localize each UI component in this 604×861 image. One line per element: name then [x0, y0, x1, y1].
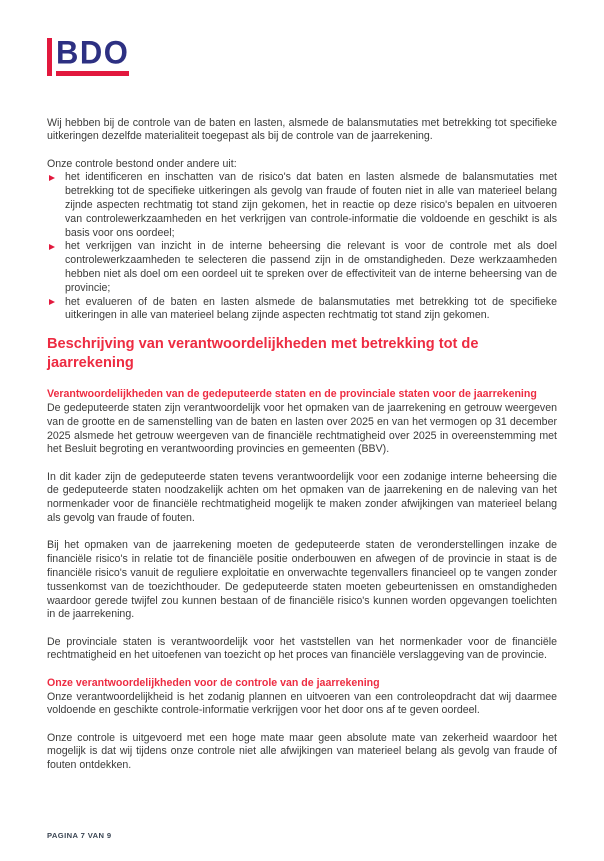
list-item-text: het evalueren of de baten en lasten alsmede de balansmutaties met betrekking tot de specifieke uitkeringen in alle van materieel belang zijnde aspecten rechtmatig tot stand zijn gekomen.: [65, 295, 557, 322]
list-item-text: het identificeren en inschatten van de risico's dat baten en lasten alsmede de balansmutaties met betrekking tot de specifieke uitkeringen als gevolg van fraude of fouten niet in alle van materieel belang zijnde aspecten rechtmatig tot stand zijn gekomen, het in reactie op deze risico's bepalen en uitvoeren van controlewerkzaamheden en het verkrijgen van controle-informatie die voldoende en geschikt is als basis voor ons oordeel;: [65, 171, 557, 239]
arrow-bullet-icon: [49, 299, 55, 305]
paragraph: Bij het opmaken van de jaarrekening moeten de gedeputeerde staten de veronderstellingen inzake de financiële risico's in relatie tot de financiële positie onderbouwen en afwegen of de provincie in staat is de financiële risico's vanuit de reguliere exploitatie en onverwachte tegenvallers financieel op te vangen zonder tussenkomst van de toezichthouder. De gedeputeerde staten moeten gebeurtenissen en omstandigheden waardoor gerede twijfel zou kunnen bestaan of de financiële risico's kunnen worden opgevangen toelichten in de jaarrekening.: [47, 539, 557, 621]
paragraph: De gedeputeerde staten zijn verantwoordelijk voor het opmaken van de jaarrekening en getrouw weergeven van de grootte en de samenstelling van de baten en lasten over 2025 en van het vermogen op 31 december 2025 alsmede het getrouw weergeven van de financiële rechtmatigheid over 2025 in overeenstemming met het Besluit begroting en verantwoording provincies en gemeenten (BBV).: [47, 401, 557, 456]
section-heading: Beschrijving van verantwoordelijkheden met betrekking tot de jaarrekening: [47, 336, 479, 372]
paragraph: Onze verantwoordelijkheid is het zodanig plannen en uitvoeren van een controleopdracht dat wij daarmee voldoende en geschikte controle-informatie verkrijgen voor het door ons af te geven oordeel.: [47, 690, 557, 717]
list-item: [47, 171, 557, 240]
subsection-heading-our-responsibilities: Onze verantwoordelijkheden voor de controle van de jaarrekening: [47, 676, 380, 689]
paragraph: Onze controle is uitgevoerd met een hoge mate maar geen absolute mate van zekerheid waardoor het mogelijk is dat wij tijdens onze controle niet alle afwijkingen van materieel belang als gevolg van fraude of fouten ontdekken.: [47, 731, 557, 772]
page-number-footer: PAGINA 7 VAN 9: [47, 831, 112, 840]
list-item: [47, 296, 557, 324]
paragraph-materiality: Wij hebben bij de controle van de baten en lasten, alsmede de balansmutaties met betrekking tot specifieke uitkeringen dezelfde materialiteit toegepast als bij de controle van de jaarrekening.: [47, 116, 557, 143]
arrow-bullet-icon: [49, 175, 55, 181]
list-item-text: het verkrijgen van inzicht in de interne beheersing die relevant is voor de controle met als doel controlewerkzaamheden te selecteren die passend zijn in de omstandigheden. Deze werkzaamheden hebben niet als doel om een oordeel uit te spreken over de effectiviteit van de interne beheersing van de provincie;: [65, 240, 557, 294]
document-body: [47, 117, 557, 773]
logo-wordmark: BDO: [56, 34, 130, 71]
bdo-logo: [47, 35, 129, 76]
logo-red-underline: [56, 71, 129, 76]
subsection-heading-responsibilities-gs-ps: Verantwoordelijkheden van de gedeputeerde staten en de provinciale staten voor de jaarrekening: [47, 388, 537, 401]
paragraph: In dit kader zijn de gedeputeerde staten tevens verantwoordelijk voor een zodanige interne beheersing die de gedeputeerde staten noodzakelijk achten om het opmaken van de jaarrekening en de naleving van het normenkader voor de financiële rechtmatigheid mogelijk te maken zonder afwijkingen van materieel belang als gevolg van fraude of fouten.: [47, 470, 557, 525]
list-item: [47, 240, 557, 295]
logo-red-vertical-bar: [47, 38, 52, 76]
bullets-intro: Onze controle bestond onder andere uit:: [47, 157, 237, 170]
arrow-bullet-icon: [49, 244, 55, 250]
control-activities-list: [47, 171, 557, 323]
paragraph: De provinciale staten is verantwoordelijk voor het vaststellen van het normenkader voor de financiële rechtmatigheid en het uitoefenen van toezicht op het proces van financiële verslaggeving van de provincie.: [47, 635, 557, 662]
